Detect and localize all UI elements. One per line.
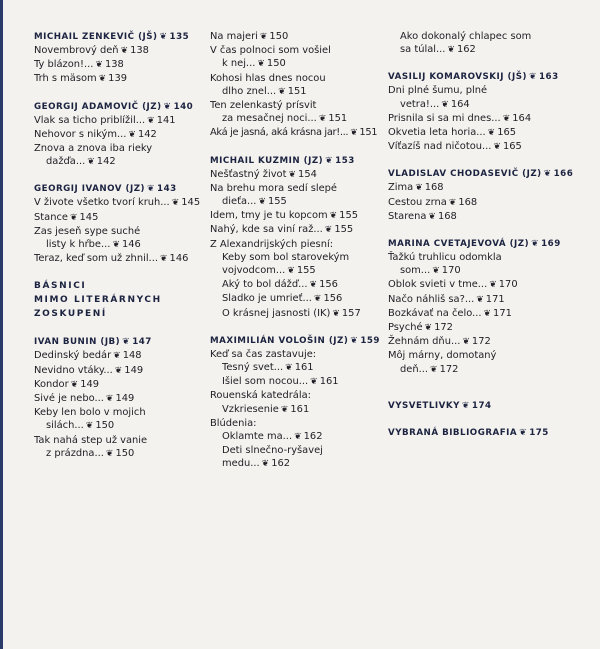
ornament-icon: ❦ [447,45,455,56]
poem-title: Žehnám dňu... [388,336,461,348]
ornament-icon: ❦ [329,211,338,222]
poem-title: Vlak sa ticho priblížil... [34,114,146,126]
poem-title: Novembrový deň [34,45,119,56]
author-name: IVAN BUNIN (JB) [34,337,121,348]
ornament-icon: ❦ [257,59,265,70]
poem-title: z prázdna... [46,447,104,459]
poem-title: Aká je jasná, aká krásna jar!... [210,127,349,139]
ornament-icon: ❦ [448,197,457,208]
page-number: 166 [553,169,574,180]
page-number: 149 [80,378,100,390]
ornament-icon: ❦ [278,86,286,97]
ornament-icon: ❦ [70,379,79,390]
poem-entry [34,211,206,225]
ornament-icon: ❦ [313,294,322,305]
poem-entry [388,264,593,278]
page-number: 145 [79,211,99,223]
author-name: VASILIJ KOMAROVSKIJ (JŠ) [388,72,527,83]
poem-entry [210,182,386,195]
ornament-icon: ❦ [519,427,528,438]
author-name: MICHAIL ZENKEVIČ (JŠ) [34,32,158,42]
poem-title: som... [400,265,431,277]
poem-entry [388,251,593,264]
toc-section [210,30,386,141]
poem-entry [210,30,386,44]
page-number: 149 [115,393,135,405]
poem-entry [210,223,386,237]
poem-entry [210,99,386,112]
ornament-icon: ❦ [441,99,449,110]
author-heading [34,335,206,349]
poem-title: Kondor [34,378,69,390]
ornament-icon: ❦ [543,169,552,180]
page-number: 149 [124,364,144,376]
poem-entry [210,403,386,417]
poem-entry [34,364,206,378]
ornament-icon: ❦ [159,32,168,42]
ornament-icon: ❦ [259,32,268,42]
ornament-icon: ❦ [428,211,436,222]
poem-entry [34,58,206,72]
page-number: 168 [458,196,478,208]
ornament-icon: ❦ [159,254,168,265]
poem-entry [34,392,206,406]
page-number: 163 [539,72,559,83]
page-number: 161 [290,403,310,415]
page-number: 155 [334,224,354,236]
page-number: 172 [471,336,491,348]
page-number: 142 [96,156,116,168]
group-heading: BÁSNICI MIMO LITERÁRNYCH ZOSKUPENÍ [34,281,162,320]
page-number: 142 [137,128,157,140]
ornament-icon: ❦ [493,142,501,153]
ornament-icon: ❦ [95,60,103,71]
poem-entry [388,43,593,57]
poem-entry [34,349,206,363]
author-heading [34,182,206,196]
poem-title: Okvetia leta horia... [388,127,486,139]
page-number: 156 [323,293,343,305]
poem-entry [34,378,206,392]
poem-title: Tesný svet... [222,362,284,374]
poem-entry [34,447,206,461]
ornament-icon: ❦ [432,266,440,277]
ornament-icon: ❦ [105,394,114,405]
author-heading [388,167,593,181]
page-number: 165 [497,127,517,139]
ornament-icon: ❦ [128,129,136,140]
poem-title: Išiel som nocou... [222,376,309,388]
ornament-icon: ❦ [85,421,94,432]
page-number: 154 [298,168,317,180]
poem-entry [210,209,386,223]
toc-section [388,70,593,154]
poem-title: Trh s mäsom [34,73,97,85]
ornament-icon: ❦ [415,183,423,194]
poem-title: za mesačnej noci... [222,113,317,125]
toc-section [34,30,206,87]
page-number: 175 [529,427,549,438]
poem-title: Nahý, kde sa viní raž... [210,224,323,236]
ornament-icon: ❦ [287,266,295,277]
poem-title: sa túlal... [400,44,446,56]
toc-section [388,30,593,57]
page-number: 168 [424,182,444,194]
ornament-icon: ❦ [114,365,123,376]
poem-entry [34,434,206,447]
page-number: 172 [434,322,453,334]
toc-column-1 [34,30,206,474]
page-number: 162 [456,44,476,56]
page-number: 145 [181,197,201,209]
page-number: 151 [287,85,307,97]
ornament-icon: ❦ [350,128,358,139]
poem-entry [210,85,386,99]
poem-title: deň... [400,363,429,375]
author-name: MARINA CVETAJEVOVÁ (JZ) [388,239,530,250]
poem-entry [34,44,206,58]
poem-entry [210,348,386,361]
poem-title: Keby len bolo v mojich [34,407,146,419]
poem-title: Načo náhliš sa?... [388,293,475,305]
ornament-icon: ❦ [87,157,95,168]
ornament-icon: ❦ [487,128,496,139]
author-heading [388,399,593,413]
poem-title: V živote všetko tvorí kruh... [34,197,170,209]
poem-entry [34,142,206,155]
poem-title: V čas polnoci som vošiel [210,45,331,57]
poem-title: k nej... [222,58,256,70]
author-heading [388,70,593,84]
ornament-icon: ❦ [112,240,120,251]
author-name: MAXIMILIÁN VOLOŠIN (JZ) [210,335,349,346]
poem-title: O krásnej jasnosti (IK) [222,307,331,319]
book-spine-edge [0,0,3,649]
page-number: 155 [267,196,287,208]
page-number: 157 [341,307,361,319]
author-name: VLADISLAV CHODASEVIČ (JZ) [388,169,542,180]
page-number: 135 [169,32,190,42]
ornament-icon: ❦ [261,459,270,470]
poem-title: Víťazíš nad ničotou... [388,141,492,153]
ornament-icon: ❦ [350,335,359,346]
page-number: 147 [132,337,152,348]
author-heading [34,30,206,44]
page-number: 143 [157,184,177,195]
poem-entry [210,72,386,85]
poem-title: Na brehu mora sedí slepé [210,182,338,194]
page-number: 159 [360,335,380,346]
page-number: 164 [512,112,532,124]
poem-title: vojvodcom... [222,265,286,277]
page-number: 156 [319,279,338,291]
poem-title: vetra!... [400,98,440,110]
poem-title: silách... [46,420,84,432]
poem-entry [34,72,206,86]
toc-section [34,182,206,266]
ornament-icon: ❦ [430,364,438,375]
page-number: 140 [173,101,194,112]
poem-title: Aký to bol dážď... [222,279,308,291]
poem-entry [34,419,206,433]
appendix-entry [388,426,593,440]
poem-title: Nevidno vtáky... [34,364,113,376]
poem-title: Oblok svieti v tme... [388,279,488,291]
poem-title: Ty blázon!... [34,59,94,71]
poem-title: Dedinský bedár [34,350,112,362]
poem-title: Stance [34,211,68,223]
ornament-icon: ❦ [113,351,121,362]
poem-title: Tak nahá step už vanie [34,434,148,446]
author-name: VYBRANÁ BIBLIOGRAFIA [388,427,518,438]
ornament-icon: ❦ [258,197,266,208]
page-number: 170 [441,265,461,277]
poem-entry [34,114,206,128]
poem-entry [210,375,386,389]
page-number: 150 [269,31,289,42]
poem-title: Vzkriesenie [222,403,279,415]
poem-entry [34,238,206,252]
toc-section [210,334,386,472]
author-heading [210,154,386,168]
poem-entry [388,98,593,112]
page-number: 174 [471,400,492,411]
poem-title: Ten zelenkastý prísvit [210,100,317,112]
ornament-icon: ❦ [476,294,484,305]
ornament-icon: ❦ [285,363,293,374]
ornament-icon: ❦ [171,198,180,209]
poem-entry [388,196,593,210]
poem-entry [388,30,593,43]
poem-title: Rouenská katedrála: [210,390,311,402]
poem-entry [388,307,593,321]
page-number: 162 [271,458,291,470]
page-number: 151 [359,127,378,139]
poem-title: dlho znel... [222,85,277,97]
poem-title: Sladko je umrieť... [222,293,312,305]
author-heading [34,100,206,114]
poem-title: Cestou zrna [388,196,447,208]
ornament-icon: ❦ [98,74,107,85]
ornament-icon: ❦ [483,308,492,319]
poem-title: Znova a znova iba rieky [34,143,153,155]
poem-entry [388,363,593,377]
poem-entry [388,335,593,349]
poem-title: Na majeri [210,31,258,42]
page-number: 138 [130,45,149,56]
poem-title: Dni plné šumu, plné [388,85,488,97]
poem-title: Nehovor s nikým... [34,128,127,140]
poem-entry [210,444,386,457]
poem-title: Keď sa čas zastavuje: [210,348,317,360]
poem-title: Zima [388,182,414,194]
ornament-icon: ❦ [461,400,470,411]
ornament-icon: ❦ [332,308,340,319]
page-number: 151 [328,113,348,125]
ornament-icon: ❦ [502,113,511,124]
poem-entry [388,349,593,362]
toc-column-2 [210,30,386,485]
ornament-icon: ❦ [147,184,156,195]
poem-title: Ako dokonalý chlapec som [400,31,532,42]
poem-title: Z Alexandrijských piesní: [210,238,334,250]
poem-entry [210,238,386,251]
page-number: 150 [266,58,286,70]
poem-entry [34,128,206,142]
poem-entry [210,307,386,321]
poem-entry [388,181,593,195]
poem-title: Psyché [388,322,423,334]
page-number: 138 [104,59,124,71]
poem-title: Teraz, keď som už zhnil... [34,253,158,265]
ornament-icon: ❦ [147,115,155,126]
page-number: 139 [108,73,128,85]
poem-entry [210,44,386,57]
ornament-icon: ❦ [489,280,497,291]
toc-section [210,154,386,321]
poem-entry [388,321,593,335]
poem-entry [210,195,386,209]
page-number: 155 [296,265,316,277]
poem-title: Oklamte ma... [222,431,293,443]
page-number: 146 [169,253,189,265]
poem-entry [210,112,386,126]
appendix-entry [388,399,593,413]
author-name: VYSVETLIVKY [388,400,460,411]
poem-title: dažďa... [46,156,86,168]
author-name: MICHAIL KUZMIN (JZ) [210,155,324,166]
poem-entry [388,140,593,154]
ornament-icon: ❦ [288,169,297,180]
toc-section [34,335,206,461]
poem-entry [388,210,593,224]
poem-title: Nešťastný život [210,168,287,180]
poem-entry [210,292,386,306]
poem-entry [34,252,206,266]
poem-title: dieťa... [222,196,257,208]
page-number: 153 [335,155,355,166]
page-number: 164 [450,98,470,110]
poem-entry [210,457,386,471]
ornament-icon: ❦ [120,46,129,56]
poem-title: Keby som bol starovekým [222,251,350,263]
page-number: 150 [95,420,115,432]
author-heading [388,426,593,440]
author-name: GEORGIJ ADAMOVIČ (JZ) [34,101,162,112]
page-number: 148 [122,350,142,362]
poem-entry [34,406,206,419]
poem-entry [388,278,593,292]
poem-entry [34,225,206,238]
poem-entry [388,112,593,126]
ornament-icon: ❦ [280,404,289,415]
poem-entry [34,196,206,210]
poem-entry [388,293,593,307]
page-number: 165 [502,141,522,153]
poem-title: Idem, tmy je tu kopcom [210,210,328,222]
page-number: 161 [294,362,314,374]
author-heading [388,237,593,251]
ornament-icon: ❦ [462,337,470,348]
ornament-icon: ❦ [69,212,78,223]
page-number: 155 [339,210,359,222]
page-number: 171 [485,293,505,305]
poem-entry [210,264,386,278]
ornament-icon: ❦ [324,225,333,236]
toc-section [388,167,593,224]
poem-title: Bozkávať na čelo... [388,307,482,319]
poem-entry [210,251,386,264]
poem-entry [210,168,386,182]
author-heading [210,334,386,348]
poem-title: listy k hŕbe... [46,239,111,251]
poem-title: Prisnila si sa mi dnes... [388,112,501,124]
poem-entry [388,84,593,97]
page-number: 168 [437,210,457,222]
toc-column-3 [388,30,593,453]
page-number: 146 [121,239,141,251]
ornament-icon: ❦ [325,155,334,166]
poem-title: Starena [388,210,427,222]
poem-title: Ťažkú truhlicu odomkla [388,252,502,264]
poem-entry [210,417,386,430]
page-number: 141 [156,114,176,126]
poem-title: Blúdenia: [210,417,257,429]
poem-entry [210,278,386,292]
poem-title: Sivé je nebo... [34,393,104,405]
poem-entry [210,430,386,444]
poem-title: Kohosi hlas dnes nocou [210,72,326,84]
page-number: 170 [498,279,518,291]
page-number: 172 [439,363,459,375]
ornament-icon: ❦ [163,101,172,112]
page-number: 169 [541,239,561,250]
page-number: 171 [493,307,512,319]
poem-entry [210,57,386,71]
ornament-icon: ❦ [528,72,537,83]
poem-entry [34,155,206,169]
poem-title: Deti slnečno-ryšavej [222,445,323,457]
ornament-icon: ❦ [294,432,302,443]
page-number: 150 [115,447,135,459]
poem-entry [210,126,386,140]
ornament-icon: ❦ [105,448,114,459]
poem-title: Zas jeseň sype suché [34,225,141,237]
ornament-icon: ❦ [318,114,327,125]
poem-entry [210,389,386,402]
author-name: GEORGIJ IVANOV (JZ) [34,184,145,195]
page-number: 162 [303,431,323,443]
poem-entry [388,126,593,140]
ornament-icon: ❦ [531,239,540,250]
poem-entry [210,361,386,375]
ornament-icon: ❦ [122,337,131,348]
poem-title: medu... [222,458,260,470]
page-number: 161 [319,376,339,388]
toc-section [388,237,593,377]
ornament-icon: ❦ [424,323,433,334]
ornament-icon: ❦ [309,280,318,291]
poem-title: Môj márny, domotaný [388,350,497,362]
ornament-icon: ❦ [310,377,318,388]
toc-section [34,100,206,170]
